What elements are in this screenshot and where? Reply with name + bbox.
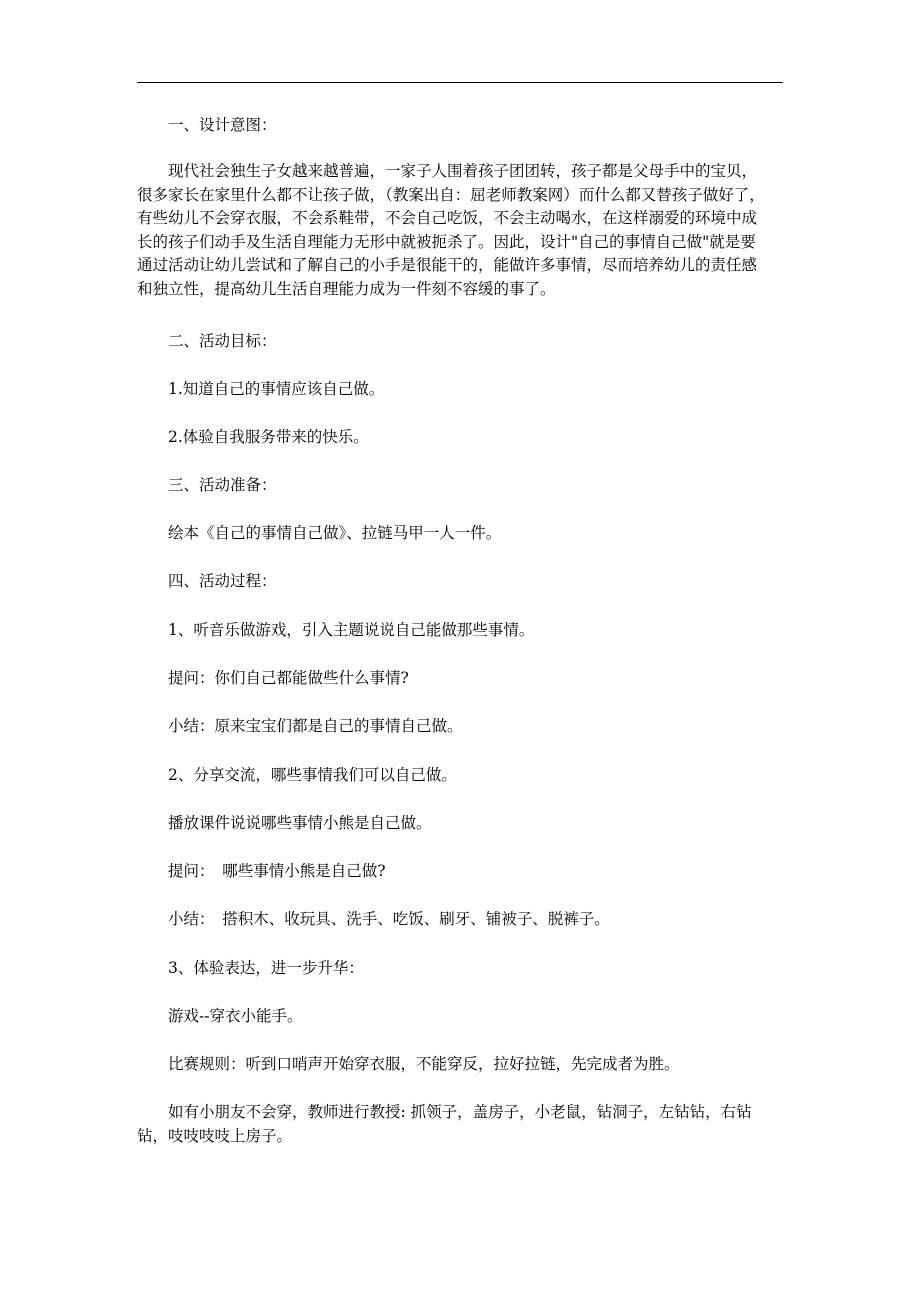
summary-2: 小结： 搭积木、收玩具、洗手、吃饭、刷牙、铺被子、脱裤子。 xyxy=(137,910,610,928)
summary-1: 小结：原来宝宝们都是自己的事情自己做。 xyxy=(137,717,463,735)
paragraph-line: 长的孩子们动手及生活自理能力无形中就被扼杀了。因此，设计"自己的事情自己做"就是要 xyxy=(137,232,756,251)
paragraph-line: 很多家长在家里什么都不让孩子做，（教案出自：屈老师教案网）而什么都又替孩子做好了， xyxy=(137,185,765,204)
section-heading-design-intent: 一、设计意图： xyxy=(137,116,277,134)
paragraph-line: 和独立性，提高幼儿生活自理能力成为一件刻不容缓的事了。 xyxy=(137,279,556,298)
design-intent-paragraph xyxy=(137,160,783,302)
game-title: 游戏--穿衣小能手。 xyxy=(137,1007,303,1025)
courseware-text: 播放课件说说哪些事情小熊是自己做。 xyxy=(137,814,432,832)
paragraph-line: 钻，吱吱吱吱上房子。 xyxy=(137,1126,293,1145)
section-heading-preparation: 三、活动准备： xyxy=(137,476,277,494)
process-step-2: 2、分享交流，哪些事情我们可以自己做。 xyxy=(137,766,457,784)
goal-item-1: 1.知道自己的事情应该自己做。 xyxy=(137,380,385,398)
question-2: 提问： 哪些事情小熊是自己做? xyxy=(137,862,386,880)
preparation-text: 绘本《自己的事情自己做》、拉链马甲一人一件。 xyxy=(137,524,502,542)
process-step-3: 3、体验表达，进一步升华： xyxy=(137,959,364,977)
game-rules: 比赛规则：听到口哨声开始穿衣服，不能穿反，拉好拉链，先完成者为胜。 xyxy=(137,1055,680,1073)
question-1: 提问：你们自己都能做些什么事情? xyxy=(137,669,409,687)
paragraph-line: 如有小朋友不会穿，教师进行教授: 抓领子，盖房子，小老鼠，钻洞子，左钻钻，右钻 xyxy=(137,1103,752,1121)
process-step-1: 1、听音乐做游戏，引入主题说说自己能做那些事情。 xyxy=(137,621,535,639)
header-rule xyxy=(137,82,783,83)
goal-item-2: 2.体验自我服务带来的快乐。 xyxy=(137,428,369,446)
section-heading-goals: 二、活动目标： xyxy=(137,332,277,350)
paragraph-line: 有些幼儿不会穿衣服，不会系鞋带，不会自己吃饭，不会主动喝水，在这样溺爱的环境中成 xyxy=(137,209,758,228)
paragraph-line: 现代社会独生子女越来越普遍，一家子人围着孩子团团转，孩子都是父母手中的宝贝， xyxy=(137,162,758,180)
section-heading-process: 四、活动过程： xyxy=(137,572,277,590)
paragraph-line: 通过活动让幼儿尝试和了解自己的小手是很能干的，能做许多事情，尽而培养幼儿的责任感 xyxy=(137,256,758,275)
teach-paragraph xyxy=(137,1101,783,1148)
